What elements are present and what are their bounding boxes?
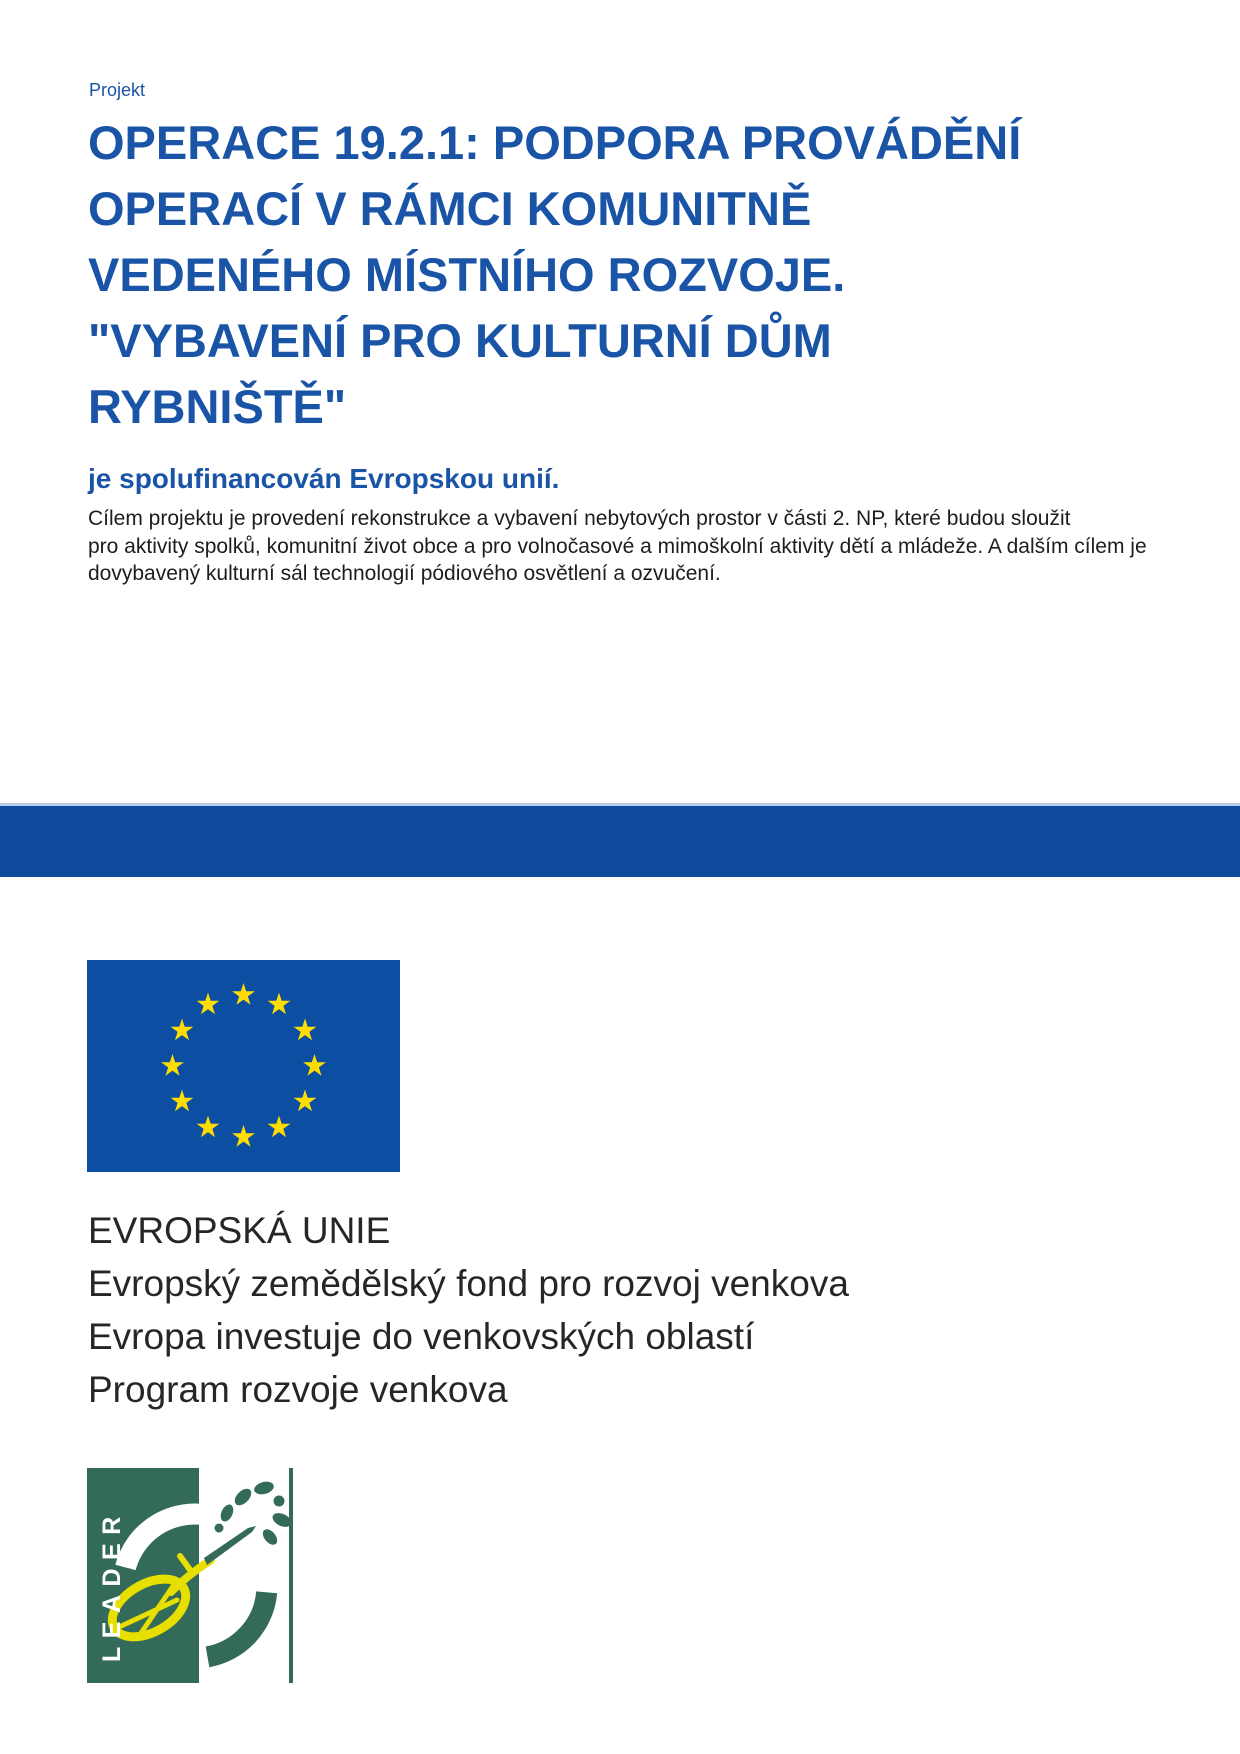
project-description-line: dovybavený kulturní sál technologií pódiového osvětlení a ozvučení.: [88, 562, 721, 585]
eu-attribution-line: Evropa investuje do venkovských oblastí: [88, 1316, 755, 1357]
project-kicker: Projekt: [89, 80, 146, 100]
project-description-line: pro aktivity spolků, komunitní život obce a pro volnočasové a mimoškolní aktivity dětí a mládeže. A dalším cílem je: [88, 534, 1147, 558]
eu-flag: [87, 960, 400, 1172]
leader-wordmark: LEADER: [98, 1508, 126, 1662]
eu-attribution-line: EVROPSKÁ UNIE: [88, 1210, 391, 1251]
blue-divider-band: [0, 803, 1240, 877]
project-title-line: OPERACÍ V RÁMCI KOMUNITNĚ: [88, 182, 812, 235]
project-title-line: "VYBAVENÍ PRO KULTURNÍ DŮM: [88, 314, 832, 367]
leader-logo: [87, 1468, 293, 1683]
project-title-line: OPERACE 19.2.1: PODPORA PROVÁDĚNÍ: [88, 116, 1022, 169]
project-title: [88, 110, 1021, 440]
project-description-line: Cílem projektu je provedení rekonstrukce a vybavení nebytových prostor v části 2. NP, které budou sloužit: [88, 507, 1071, 530]
project-title-line: VEDENÉHO MÍSTNÍHO ROZVOJE.: [88, 248, 846, 301]
eu-attribution-line: Evropský zemědělský fond pro rozvoj venkova: [88, 1263, 849, 1304]
project-title-line: RYBNIŠTĚ": [88, 380, 347, 433]
eu-attribution: [88, 1204, 849, 1416]
cofinancing-statement: je spolufinancován Evropskou unií.: [88, 463, 560, 494]
project-description: [88, 505, 1147, 588]
eu-attribution-line: Program rozvoje venkova: [88, 1369, 508, 1410]
